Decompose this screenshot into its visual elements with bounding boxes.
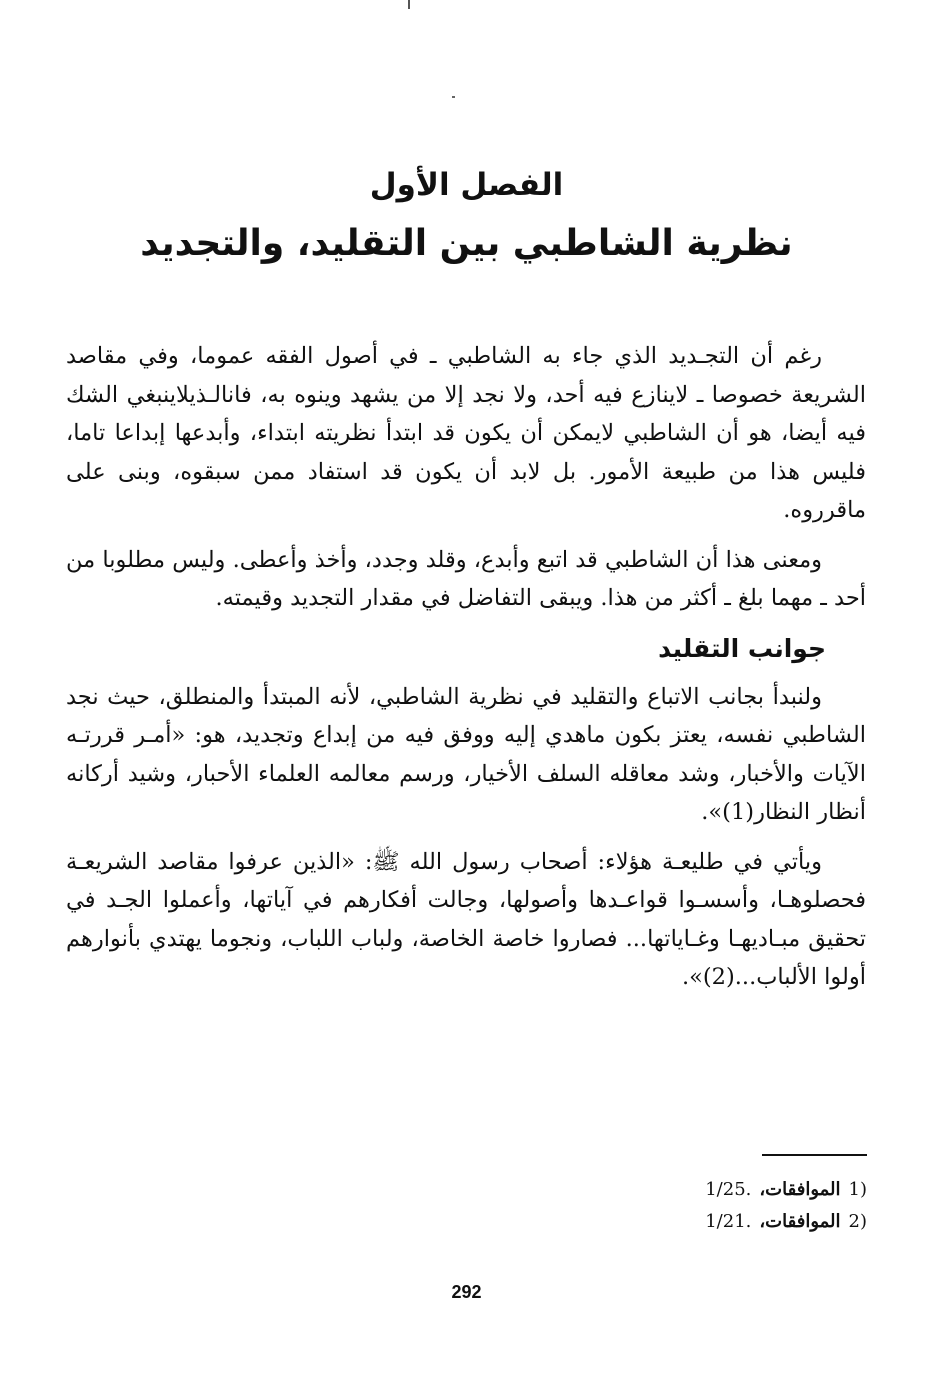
paragraph-3: ولنبدأ بجانب الاتباع والتقليد في نظرية الشاطبي، لأنه المبتدأ والمنطلق، حيث نجد الشاطبي نفسه، يعتز بكون ماهدي إليه ووفق فيه من إبداع وتجديد، هو: «أمـر قررتـه الآيات والأخبار، وشد معاقله السلف الأخيار، ورسم معالمه العلماء الأحبار، وشيد أركانه أنظار النظار(1)». (66, 683, 866, 825)
scan-speck (452, 96, 455, 98)
footnotes (367, 1174, 867, 1238)
footnote-work: الموافقات، (759, 1179, 841, 1200)
footnote-reference: 1/21. (705, 1211, 752, 1232)
footnote-divider (762, 1154, 867, 1156)
footnote-work: الموافقات، (759, 1211, 841, 1232)
footnote-number: 2) (848, 1211, 867, 1232)
paragraph-2: ومعنى هذا أن الشاطبي قد اتبع وأبدع، وقلد وجدد، وأخذ وأعطى. وليس مطلوبا من أحد ـ مهما بلغ ـ أكثر من هذا. ويبقى التفاضل في مقدار التجديد وقيمته. (66, 546, 866, 611)
paragraph-1: رغم أن التجـديد الذي جاء به الشاطبي ـ في أصول الفقه عموما، وفي مقاصد الشريعة خصوصا ـ لاينازع فيه أحد، ولا نجد إلا من يشهد وينوه به، فانالـذيلاينبغي الشك فيه أيضا، هو أن الشاطبي لايمكن أن يكون قد ابتدأ نظريته ابتداء، وأبدعها إبداعا تاما، فليس هذا من طبيعة الأمور. بل لابد أن يكون قد استفاد ممن سبقوه، وبنى على ماقرروه. (66, 343, 866, 523)
paragraph-4: ويأتي في طليعـة هؤلاء: أصحاب رسول الله ﷺ: «الذين عرفوا مقاصد الشريعـة فحصلوهـا، وأسسـوا قواعـدها وأصولها، وجالت أفكارهم في آياتها، وأعملوا الجـد في تحقيق مبـاديهـا وغـاياتها... فصاروا خاصة الخاصة، ولباب اللباب، ونجوما يهتدي بأنوارهم أولوا الألباب...(2)». (66, 848, 866, 990)
chapter-title: نظرية الشاطبي بين التقليد، والتجديد (140, 223, 793, 264)
footnote-number: 1) (848, 1179, 867, 1200)
chapter-label: الفصل الأول (369, 167, 564, 203)
body-text (66, 337, 866, 1008)
footnote-reference: 1/25. (705, 1179, 752, 1200)
page-number: 292 (451, 1282, 482, 1302)
section-heading: جوانب التقليد (658, 633, 826, 663)
footnote-2 (367, 1206, 867, 1238)
footnote-1 (367, 1174, 867, 1206)
scan-mark (408, 0, 410, 9)
